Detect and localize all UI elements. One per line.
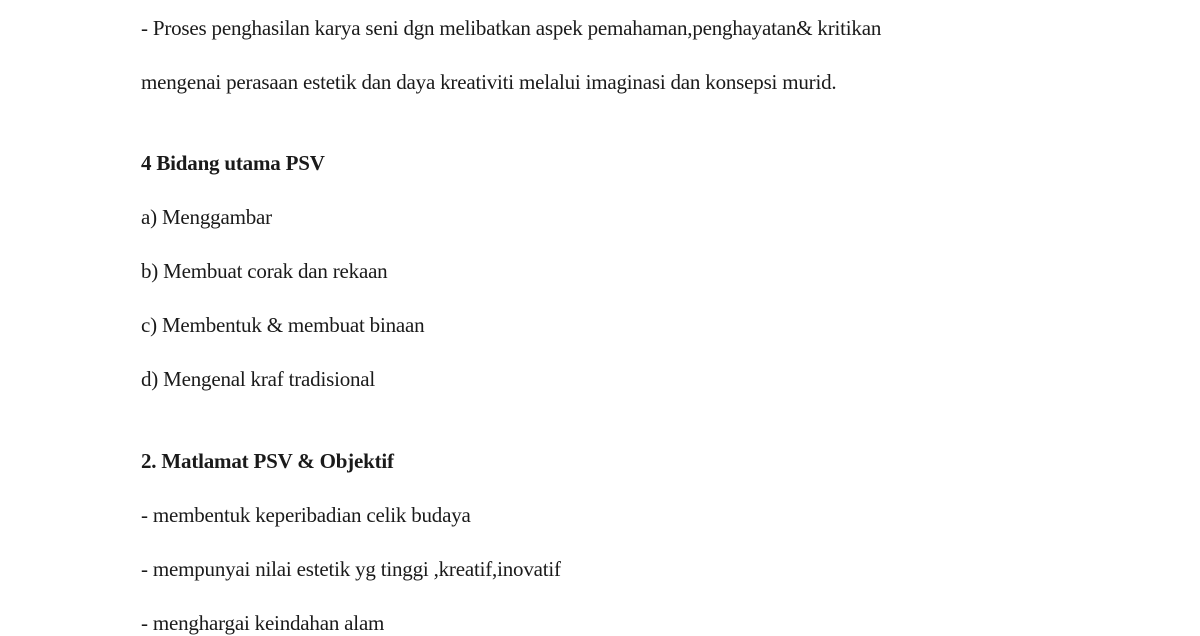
- matlamat-heading: 2. Matlamat PSV & Objektif: [141, 449, 394, 473]
- bidang-heading: 4 Bidang utama PSV: [141, 151, 325, 175]
- bidang-item-c: c) Membentuk & membuat binaan: [141, 313, 425, 337]
- intro-line-2: mengenai perasaan estetik dan daya kreativiti melalui imaginasi dan konsepsi murid.: [141, 70, 837, 94]
- bidang-item-b: b) Membuat corak dan rekaan: [141, 259, 388, 283]
- matlamat-item-2: - mempunyai nilai estetik yg tinggi ,kreatif,inovatif: [141, 557, 561, 581]
- matlamat-item-1: - membentuk keperibadian celik budaya: [141, 503, 471, 527]
- intro-line-1: - Proses penghasilan karya seni dgn melibatkan aspek pemahaman,penghayatan& kritikan: [141, 16, 882, 40]
- bidang-item-d: d) Mengenal kraf tradisional: [141, 367, 376, 391]
- matlamat-item-3: - menghargai keindahan alam: [141, 611, 385, 635]
- bidang-item-a: a) Menggambar: [141, 205, 272, 229]
